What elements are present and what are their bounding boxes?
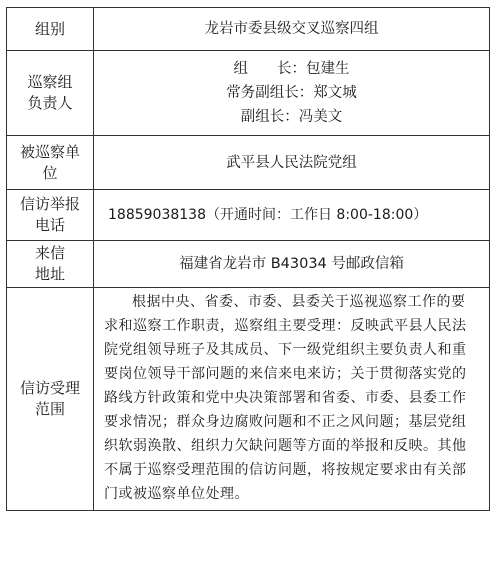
value-leaders	[94, 51, 490, 136]
info-table-wrapper	[6, 7, 490, 511]
label-scope-text: 信访受理范围	[19, 379, 80, 418]
label-unit	[7, 136, 94, 190]
value-unit: 武平县人民法院党组	[94, 136, 490, 190]
row-leaders	[7, 51, 490, 136]
label-phone	[7, 190, 94, 241]
label-scope	[7, 288, 94, 511]
label-leaders	[7, 51, 94, 136]
row-scope	[7, 288, 490, 511]
row-phone	[7, 190, 490, 241]
scope-paragraph: 根据中央、省委、市委、县委关于巡视巡察工作的要求和巡察工作职责，巡察组主要受理：反映武平县人民法院党组领导班子及其成员、下一级党组织主要负责人和重要岗位领导干部问题的来信来电来访；关于贯彻落实党的路线方针政策和党中央决策部署和省委、市委、县委工作要求情况；群众身边腐败问题和不正之风问题；基层党组织软弱涣散、组织力欠缺问题等方面的举报和反映。其他不属于巡察受理范围的信访问题，将按规定要求由有关部门或被巡察单位处理。	[104, 294, 467, 502]
label-leaders-text: 巡察组负责人	[27, 73, 73, 112]
value-mail: 福建省龙岩市 B43034 号邮政信箱	[94, 241, 490, 288]
row-group	[7, 8, 490, 51]
value-scope	[94, 288, 490, 511]
leader-line: 组 长：包建生	[233, 61, 350, 77]
label-phone-text: 信访举报电话	[20, 195, 81, 234]
value-phone: 18859038138（开通时间：工作日 8:00-18:00）	[94, 190, 490, 241]
row-mail	[7, 241, 490, 288]
label-mail-text: 来信地址	[34, 244, 65, 283]
deputy-line: 副组长：冯美文	[240, 109, 343, 125]
label-mail	[7, 241, 94, 288]
inspection-info-table	[6, 7, 490, 511]
deputy-standing-line: 常务副组长：郑文城	[226, 85, 357, 101]
row-unit	[7, 136, 490, 190]
label-unit-text: 被巡察单位	[20, 142, 81, 182]
label-group: 组别	[7, 8, 94, 51]
value-group: 龙岩市委县级交叉巡察四组	[94, 8, 490, 51]
